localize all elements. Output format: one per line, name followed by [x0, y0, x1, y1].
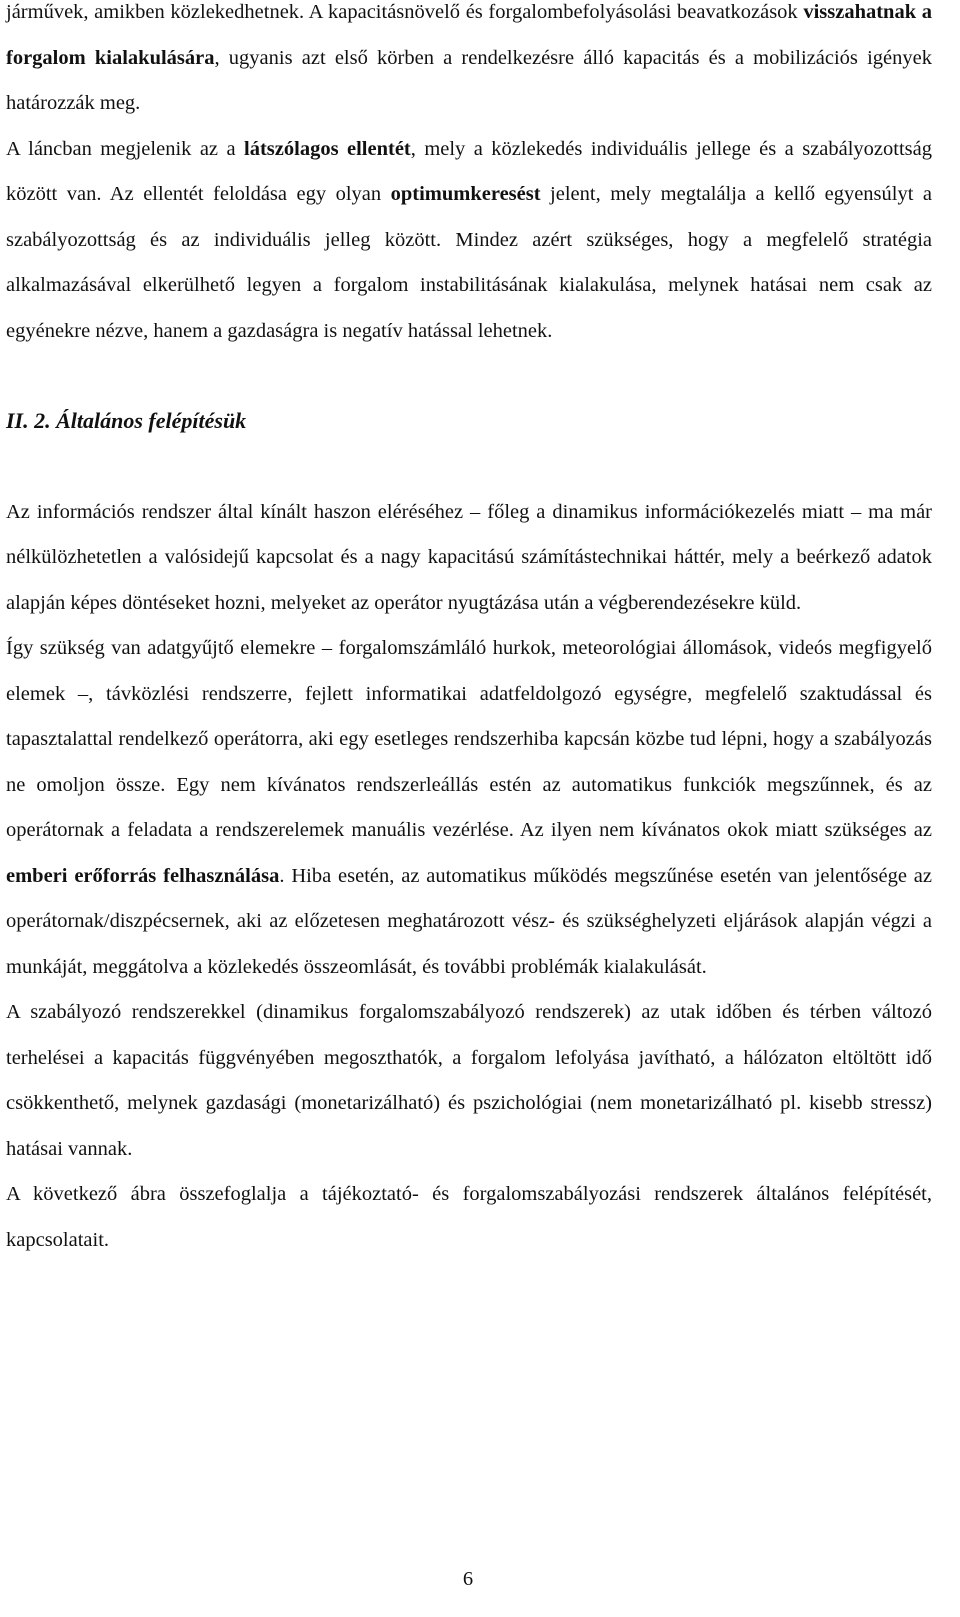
paragraph-system-components — [6, 626, 932, 990]
paragraph-text: , ugyanis azt első körben a rendelkezésre álló kapacitás és a mobilizációs igények határozzák meg. — [6, 46, 932, 114]
paragraph-information-system: Az információs rendszer által kínált haszon eléréséhez – főleg a dinamikus információkezelés miatt – ma már nélkülözhetetlen a valósidejű kapcsolat és a nagy kapacitású számítástechnikai háttér, mely a beérkező adatok alapján képes döntéseket hozni, melyeket az operátor nyugtázása után a végberendezésekre küld. — [6, 500, 932, 614]
bold-phrase: látszólagos ellentét — [244, 137, 411, 160]
paragraph-text: , mely a közlekedés individuális jellege és a szabályozottság között van. Az ellentét feloldása egy olyan — [6, 137, 933, 205]
paragraph-text: A láncban megjelenik az a — [6, 137, 245, 160]
paragraph-text: járművek, amikben közlekedhetnek. A kapacitásnövelő és forgalombefolyásolási beavatkozások — [6, 1, 804, 23]
paragraph-text: jelent, mely megtalálja a kellő egyensúlyt a szabályozottság és az individuális jelleg között. Mindez azért szükséges, hogy a megfelelő stratégia alkalmazásával elkerülhető legyen a forgalom instabilitásának kialakulása, melynek hatásai nem csak az egyénekre nézve, hanem a gazdaságra is negatív hatással lehetnek. — [6, 183, 933, 342]
paragraph-apparent-contradiction — [6, 127, 932, 355]
paragraph-regulating-systems: A szabályozó rendszerekkel (dinamikus forgalomszabályozó rendszerek) az utak időben és térben változó terhelései a kapacitás függvényében megoszthatók, a forgalom lefolyása javítható, a hálózaton eltöltött idő csökkenthető, melynek gazdasági (monetarizálható) és pszichológiai (nem monetarizálható pl. kisebb stressz) hatásai vannak. — [6, 1001, 932, 1160]
page-number: 6 — [462, 1568, 474, 1590]
paragraph-road-capacity — [6, 0, 932, 127]
bold-phrase: emberi erőforrás felhasználása — [6, 864, 280, 887]
bold-phrase: visszahatnak a forgalom kialakulására — [6, 1, 933, 69]
paragraph-figure-intro: A következő ábra összefoglalja a tájékoztató- és forgalomszabályozási rendszerek általános felépítését, kapcsolatait. — [6, 1183, 932, 1251]
bold-phrase: optimumkeresést — [390, 183, 541, 205]
paragraph-text: Így szükség van adatgyűjtő elemekre – forgalomszámláló hurkok, meteorológiai állomások, videós megfigyelő elemek –, távközlési rendszerre, fejlett informatikai adatfeldolgozó egységre, megfelelő szaktudással és tapasztalattal rendelkező operátorra, aki egy esetleges rendszerhiba kapcsán közbe tud lépni, hogy a szabályozás ne omoljon össze. Egy nem kívánatos rendszerleállás estén az automatikus funkciók megszűnnek, és az operátornak a feladata a rendszerelemek manuális vezérlése. Az ilyen nem kívánatos okok miatt szükséges az — [6, 637, 932, 841]
document-page — [6, 0, 932, 1263]
section-heading: II. 2. Általános felépítésük — [6, 408, 247, 433]
paragraph-text: . Hiba esetén, az automatikus működés megszűnése esetén van jelentősége az operátornak/diszpécsernek, aki az előzetesen meghatározott vész- és szükséghelyzeti eljárások alapján végzi a munkáját, meggátolva a közlekedés összeomlását, és további problémák kialakulását. — [6, 864, 932, 978]
